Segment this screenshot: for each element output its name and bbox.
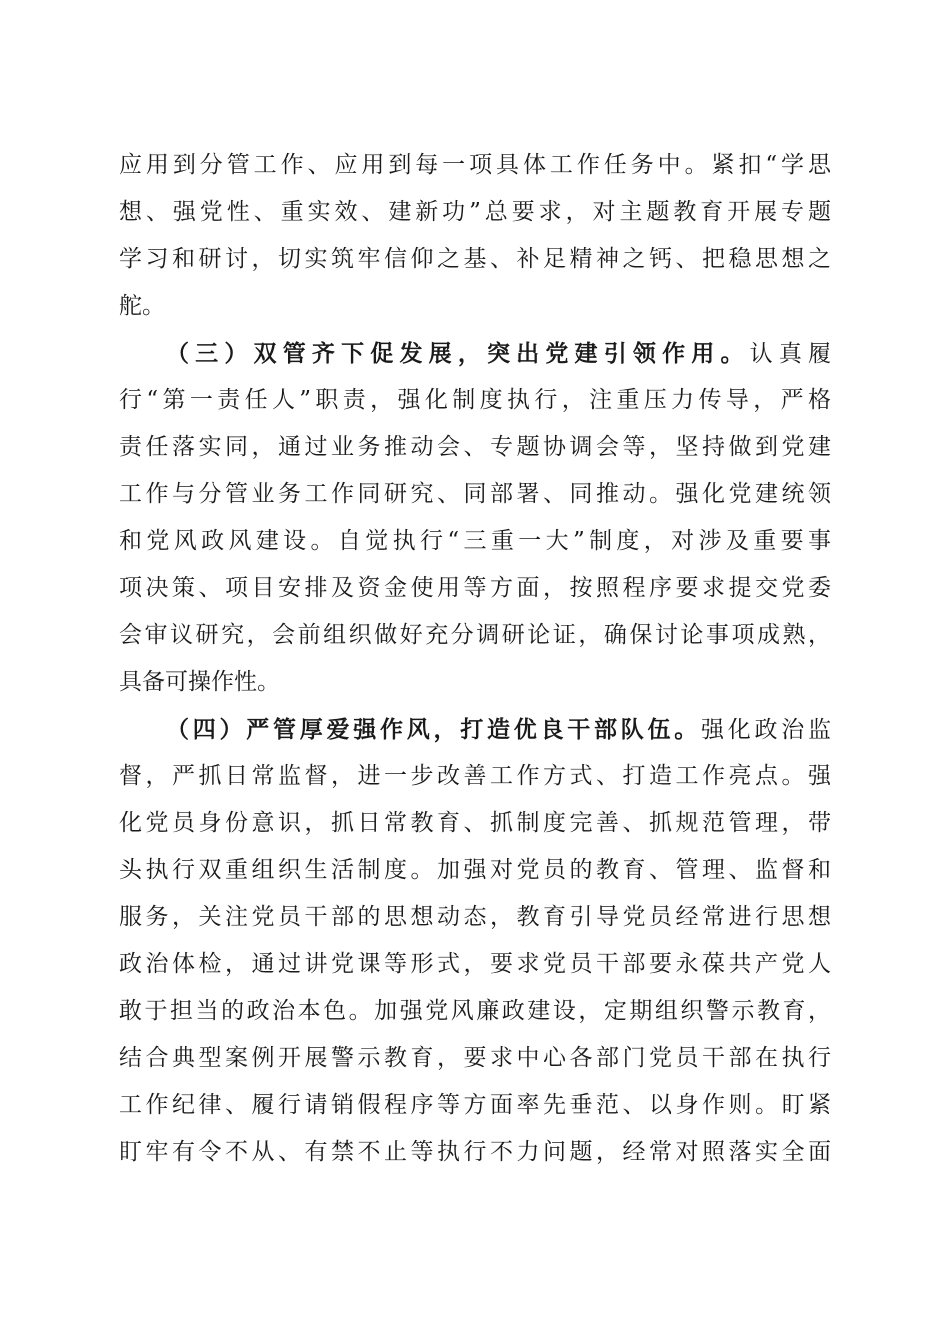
section-3-line-5: 和党风政风建设。自觉执行“三重一大”制度，对涉及重要事	[119, 528, 831, 554]
section-4-heading: （四）严管厚爱强作风，打造优良干部队伍。	[166, 716, 701, 743]
section-3-line-7: 会审议研究，会前组织做好充分调研论证，确保讨论事项成熟，	[119, 622, 831, 648]
section-4-line-6: 政治体检，通过讲党课等形式，要求党员干部要永葆共产党人	[119, 951, 831, 977]
section-4-line-3: 化党员身份意识，抓日常教育、抓制度完善、抓规范管理，带	[119, 810, 831, 836]
section-4-line-4: 头执行双重组织生活制度。加强对党员的教育、管理、监督和	[119, 857, 831, 883]
section-4-first-line-text: 强化政治监	[701, 717, 831, 743]
paragraph-1-line-1: 应用到分管工作、应用到每一项具体工作任务中。紧扣“学思	[119, 152, 831, 178]
paragraph-1-line-2: 想、强党性、重实效、建新功”总要求，对主题教育开展专题	[119, 199, 831, 225]
section-3-line-8: 具备可操作性。	[119, 669, 280, 695]
section-4-first-line	[119, 706, 831, 753]
section-3-first-line-text: 认真履	[749, 341, 831, 367]
section-4-line-2: 督，严抓日常监督，进一步改善工作方式、打造工作亮点。强	[119, 763, 831, 789]
section-3-line-4: 工作与分管业务工作同研究、同部署、同推动。强化党建统领	[119, 481, 831, 507]
paragraph-1-line-4: 舵。	[119, 293, 165, 319]
section-3-line-6: 项决策、项目安排及资金使用等方面，按照程序要求提交党委	[119, 575, 831, 601]
section-4-line-5: 服务，关注党员干部的思想动态，教育引导党员经常进行思想	[119, 904, 831, 930]
section-3-first-line	[119, 330, 831, 377]
section-4-line-7: 敢于担当的政治本色。加强党风廉政建设，定期组织警示教育，	[119, 998, 831, 1024]
paragraph-1-line-3: 学习和研讨，切实筑牢信仰之基、补足精神之钙、把稳思想之	[119, 246, 831, 272]
section-3-heading: （三）双管齐下促发展，突出党建引领作用。	[166, 340, 750, 367]
document-body	[119, 142, 831, 1176]
section-4-line-8: 结合典型案例开展警示教育，要求中心各部门党员干部在执行	[119, 1045, 831, 1071]
section-4-line-10: 盯牢有令不从、有禁不止等执行不力问题，经常对照落实全面	[119, 1139, 831, 1165]
section-3-line-2: 行“第一责任人”职责，强化制度执行，注重压力传导，严格	[119, 387, 831, 413]
section-3-line-3: 责任落实同，通过业务推动会、专题协调会等，坚持做到党建	[119, 434, 831, 460]
section-4-line-9: 工作纪律、履行请销假程序等方面率先垂范、以身作则。盯紧	[119, 1092, 831, 1118]
